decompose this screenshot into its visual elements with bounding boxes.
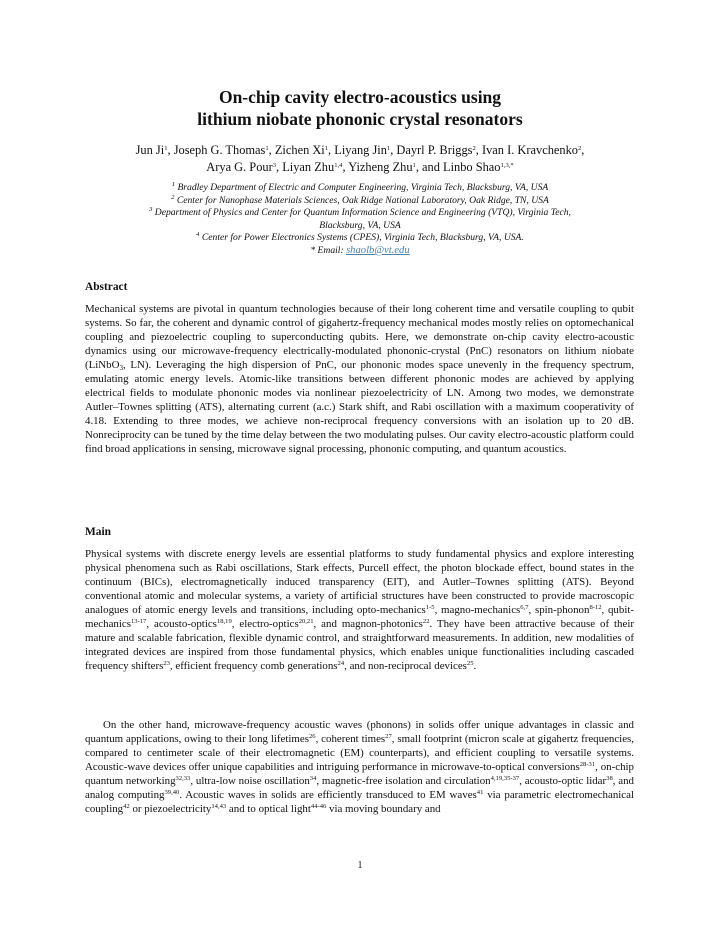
author-line-2: Arya G. Pour$^3$, Liyan Zhu$^{1,4}$, Yizheng Zhu$^1$, and Linbo Shao$^{1,3,*}$ bbox=[206, 160, 514, 174]
page-number: 1 bbox=[357, 860, 363, 871]
citation-sup: 4,19,35-37 bbox=[490, 774, 520, 782]
author-affil-sup: 2 bbox=[577, 145, 582, 152]
citation-sup: 26 bbox=[308, 732, 316, 740]
citation-sup: 18,19 bbox=[216, 617, 232, 625]
text-run: and to optical light bbox=[226, 802, 311, 815]
email-link[interactable]: shaolb@vt.edu bbox=[346, 244, 410, 256]
citation-sup: 32,33 bbox=[175, 774, 191, 782]
text-run: Physical systems with discrete energy levels are essential platforms to study fundamental physics and explore interesting physical phenomena such as Rabi oscillations, Stark effects, Purcell effect, the photon blockade effect, bound states in the continuum (BICs), electromagnetically induced transparency (EIT), and Autler–Townes splitting (ATS). Beyond conventional atomic and molecular systems, a variety of artificial structures have been constructed to provide macroscopic analogues of atomic energy levels and transitions, including opto-mechanics bbox=[85, 548, 634, 616]
text-run: . Acoustic waves in solids are efficiently transduced to EM waves bbox=[179, 788, 477, 801]
citation-sup: 34 bbox=[309, 774, 317, 782]
text-run: , coherent times bbox=[315, 732, 386, 745]
affiliations bbox=[84, 182, 636, 258]
author-name: Liyang Jin bbox=[334, 143, 387, 157]
citation-sup: 23 bbox=[163, 659, 170, 667]
author-name: Zichen Xi bbox=[274, 143, 325, 157]
author-name: Ivan I. Kravchenko bbox=[481, 143, 578, 157]
author-affil-sup: 1 bbox=[265, 145, 269, 152]
affiliation-1: $^1$ Bradley Department of Electric and Computer Engineering, Virginia Tech, Blacksburg, VA, USA bbox=[171, 181, 549, 193]
text-run: . bbox=[473, 659, 477, 672]
author-affil-sup: 1 bbox=[386, 145, 391, 152]
citation-sup: 6,7 bbox=[520, 603, 529, 611]
citation-sup: 38 bbox=[606, 774, 613, 782]
main-paragraph-1 bbox=[85, 548, 634, 674]
text-run: , acousto-optic lidar bbox=[519, 774, 607, 787]
citation-sup: 41 bbox=[476, 788, 484, 796]
text-run: , electro-optics bbox=[231, 617, 299, 630]
author-name: Jun Ji bbox=[135, 143, 165, 157]
author-affil-sup: 1 bbox=[164, 145, 168, 152]
corresponding-email bbox=[84, 245, 636, 258]
paper-title bbox=[60, 86, 660, 130]
author-affil-sup: 1 bbox=[412, 162, 416, 169]
citation-sup: 1-5 bbox=[425, 603, 435, 611]
text-run: via parametric electromechanical coupling bbox=[85, 788, 634, 815]
text-run: , and non-reciprocal devices bbox=[344, 659, 467, 672]
text-run: , small footprint (micron scale at gigahertz frequencies, compared to centimeter scale of their electromagnetic (EM) counterparts), and efficient coupling to versatile systems. Acoustic-wave devices offer unique capabilities and intriguing performance in microwave-to-optical conversions bbox=[85, 732, 634, 773]
text-run: , acousto-optics bbox=[146, 617, 217, 630]
citation-sup: 8-12 bbox=[589, 603, 602, 611]
text-run: , ultra-low noise oscillation bbox=[190, 774, 310, 787]
title-line-1: On-chip cavity electro-acoustics using bbox=[218, 87, 502, 107]
affiliation-4: $^4$ Center for Power Electronics Systems (CPES), Virginia Tech, Blacksburg, VA, USA. bbox=[196, 231, 524, 244]
author-line-1: Jun Ji$^1$, Joseph G. Thomas$^1$, Zichen Xi$^1$, Liyang Jin$^1$, Dayrl P. Briggs$^2$, Ivan I. Kravchenko$^2$, bbox=[135, 143, 585, 157]
author-name: Joseph G. Thomas bbox=[173, 143, 266, 157]
author-list bbox=[70, 142, 650, 176]
citation-sup: 39,40 bbox=[164, 788, 180, 796]
citation-sup: 27 bbox=[385, 732, 392, 740]
author-affil-sup: 1 bbox=[324, 145, 329, 152]
citation-sup: 20,21 bbox=[298, 617, 314, 625]
affiliation-3: $^3$ Department of Physics and Center for Quantum Information Science and Engineering (VTQ), Virginia Tech, bbox=[149, 206, 571, 219]
text-run: , spin-phonon bbox=[528, 603, 590, 616]
abstract-heading: Abstract bbox=[85, 281, 128, 293]
text-run: , magno-mechanics bbox=[434, 603, 521, 616]
text-run: . They have been attractive because of their mature and scalable fabrication, flexible dynamic control, and straightforward measurements. In addition, new modalities of integrated devices are inspired from those fundamental physics, which enables unique functionalities including cascaded frequency shifters bbox=[85, 617, 634, 672]
text-run: , and magnon-photonics bbox=[313, 617, 423, 630]
author-affil-sup: 2 bbox=[472, 145, 476, 152]
citation-sup: 22 bbox=[422, 617, 430, 625]
text-run: On the other hand, microwave-frequency acoustic waves (phonons) in solids offer unique advantages in classic and quantum applications, owing to their long lifetimes bbox=[85, 719, 634, 745]
text-run: , on-chip quantum networking bbox=[85, 760, 634, 787]
citation-sup: 24 bbox=[337, 659, 345, 667]
citation-sup: 13-17 bbox=[130, 617, 147, 625]
text-run: , magnetic-free isolation and circulation bbox=[316, 774, 491, 787]
author-affil-sup: 3 bbox=[272, 162, 277, 169]
citation-sup: 25 bbox=[466, 659, 474, 667]
text-run: , qubit-mechanics bbox=[85, 603, 634, 630]
author-name: Yizheng Zhu bbox=[348, 160, 413, 174]
author-name: Arya G. Pour bbox=[206, 160, 273, 174]
citation-sup: 14,43 bbox=[211, 802, 227, 810]
author-name: Liyan Zhu bbox=[282, 160, 335, 174]
author-name: Linbo Shao bbox=[443, 160, 501, 174]
text-run: via moving boundary and bbox=[326, 802, 441, 815]
text-run: or piezoelectricity bbox=[129, 802, 212, 815]
author-affil-sup: 1,4 bbox=[334, 162, 343, 169]
main-paragraph-2 bbox=[85, 719, 634, 817]
affiliation-3-continued: Blacksburg, VA, USA bbox=[319, 219, 401, 231]
abstract-paragraph: Mechanical systems are pivotal in quantum technologies because of their long coherent time and versatile coupling to qubit systems. So far, the coherent and dynamic control of gigahertz-frequency mechanical modes mostly relies on optomechanical coupling and piezoelectric coupling to superconducting qubits. Here, we demonstrate on-chip cavity electro-acoustic dynamics using our microwave-frequency electrically-modulated phononic-crystal (PnC) resonators on lithium niobate (LiNbO$_3$, LN). Leveraging the high dispersion of PnC, our phononic modes space unevenly in the frequency spectrum, emulating atomic energy levels. Atomic-like transitions between different phononic modes are achieved by applying electrical fields to modulate phononic modes via nonlinear piezoelectricity of LN. Among two modes, we demonstrate Autler–Townes splitting (ATS), alternating current (a.c.) Stark shift, and Rabi oscillation with a maximum cooperativity of 4.18. Extending to three modes, we achieve non-reciprocal frequency conversions with an isolation up to 20 dB. Nonreciprocity can be tuned by the time delay between the two modulating pulses. Our cavity electro-acoustic platform could find broad applications in sensing, microwave signal processing, phononic computing, and quantum acoustics. bbox=[85, 303, 634, 455]
affiliation-2: $^2$ Center for Nanophase Materials Sciences, Oak Ridge National Laboratory, Oak Ridge, TN, USA bbox=[171, 193, 549, 206]
author-affil-sup: 1,3,* bbox=[500, 162, 514, 169]
author-name: Dayrl P. Briggs bbox=[396, 143, 473, 157]
main-heading: Main bbox=[85, 526, 111, 538]
title-line-2: lithium niobate phononic crystal resonators bbox=[197, 109, 523, 129]
text-run: , efficient frequency comb generations bbox=[169, 659, 338, 672]
email-label: * Email: bbox=[310, 244, 347, 256]
citation-sup: 44-46 bbox=[310, 802, 327, 810]
citation-sup: 28-31 bbox=[579, 760, 596, 768]
text-run: , and analog computing bbox=[85, 774, 635, 801]
citation-sup: 42 bbox=[123, 802, 130, 810]
